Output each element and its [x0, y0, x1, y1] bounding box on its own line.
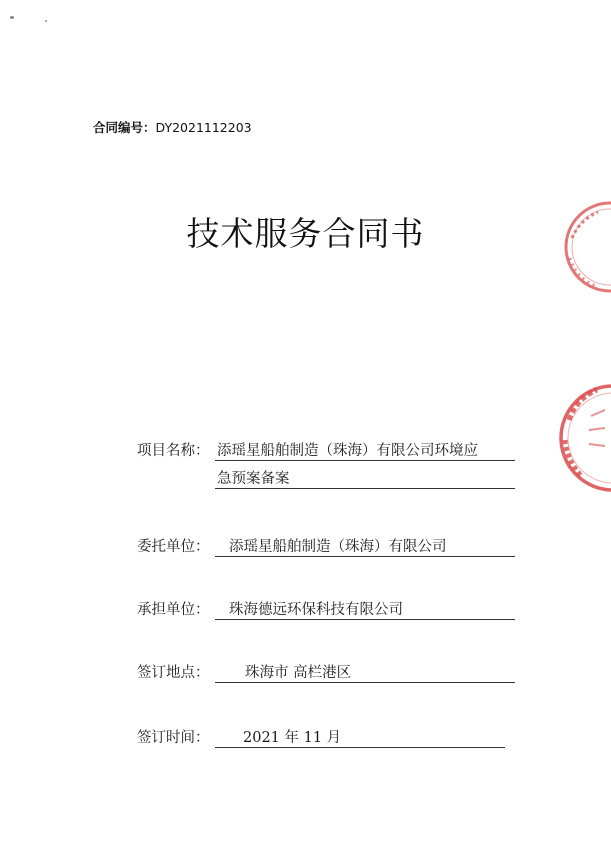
seal-stamp-top [540, 198, 611, 296]
sign-time-value: 2021 年 11 月 [243, 730, 342, 746]
project-name-label: 项目名称： [137, 443, 210, 459]
sign-place-value: 珠海市 高栏港区 [245, 665, 352, 681]
contract-number [93, 118, 252, 136]
contractor-value: 珠海德远环保科技有限公司 [229, 602, 403, 618]
document-title: 技术服务合同书 [186, 214, 425, 253]
project-name-value-line1: 添瑶星船舶制造（珠海）有限公司环境应 [217, 443, 478, 459]
scan-speck-2 [45, 20, 47, 22]
client-label: 委托单位： [137, 539, 210, 555]
contract-number-label: 合同编号： [93, 120, 156, 135]
seal-stamp-bottom [551, 380, 611, 496]
sign-place-label: 签订地点： [137, 665, 210, 681]
sign-time-label: 签订时间： [137, 730, 210, 746]
client-value: 添瑶星船舶制造（珠海）有限公司 [229, 539, 447, 555]
project-name-value-line2: 急预案备案 [217, 471, 290, 487]
contractor-label: 承担单位： [137, 602, 210, 618]
contract-number-value: DY2021112203 [155, 120, 252, 135]
scan-speck-1 [10, 16, 14, 19]
